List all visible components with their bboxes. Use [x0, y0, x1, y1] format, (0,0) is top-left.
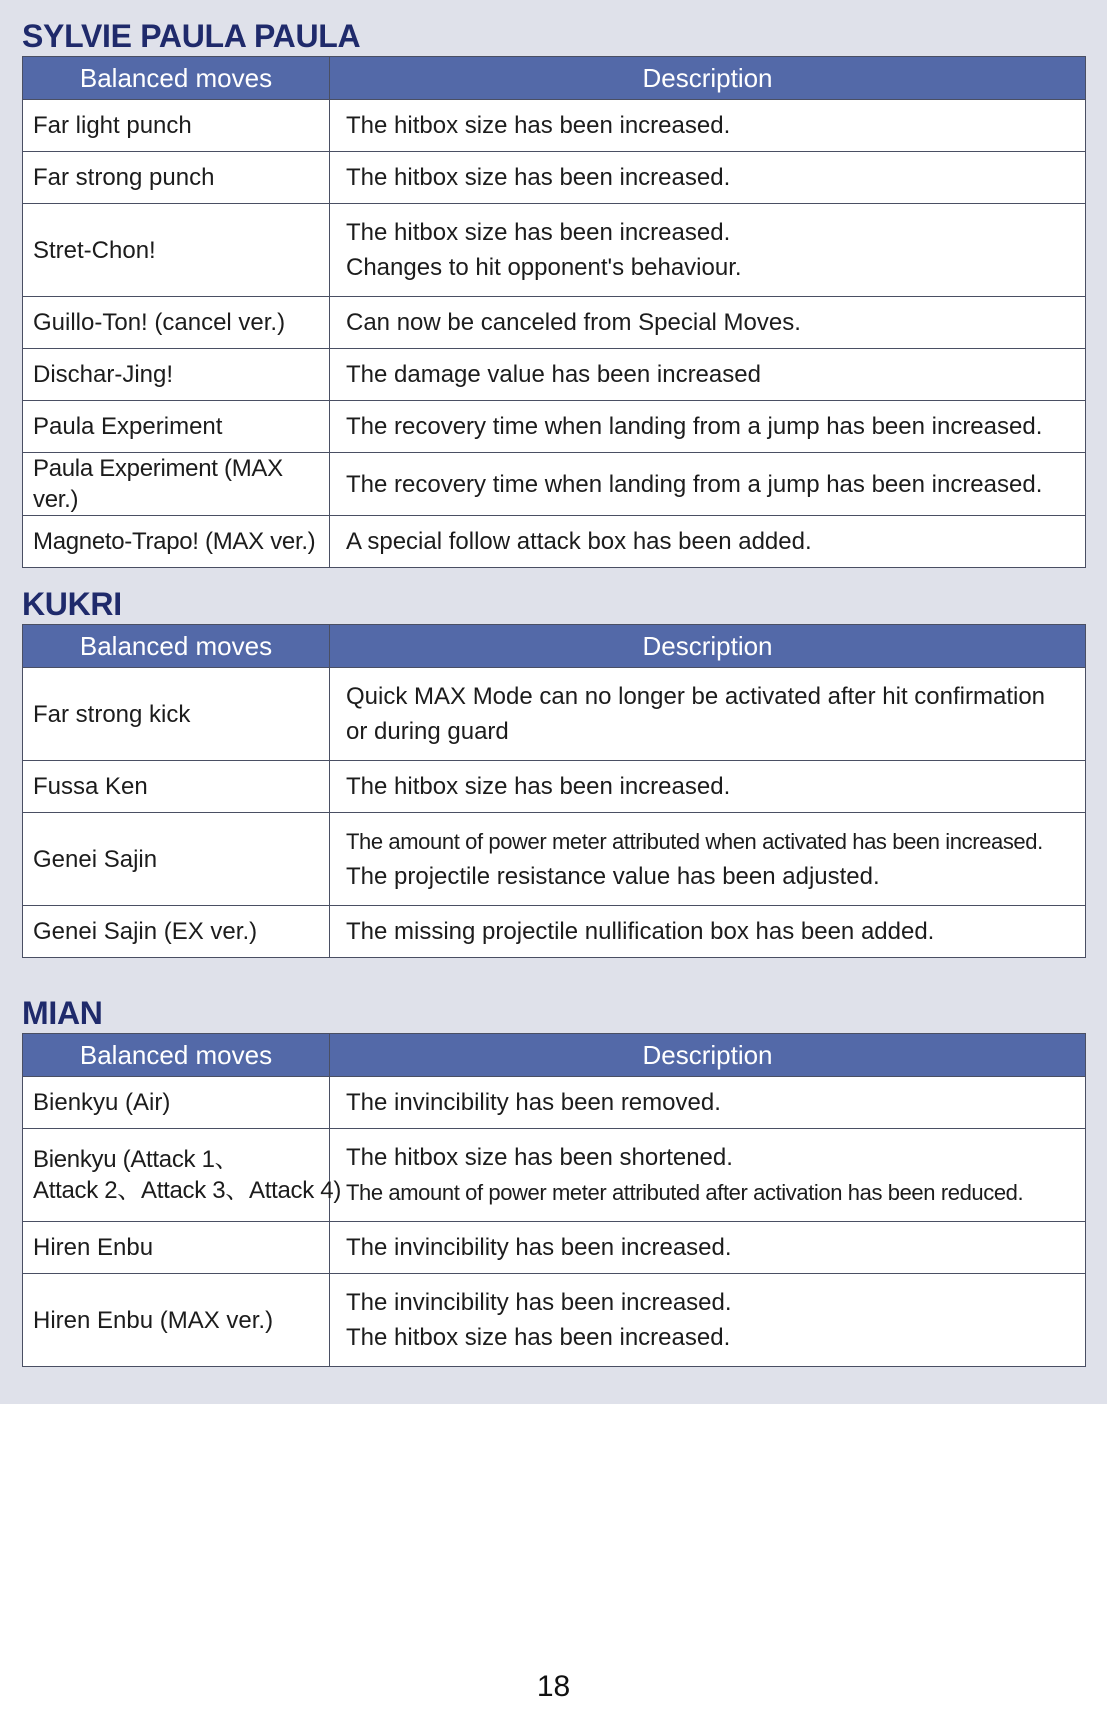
- move-description: [330, 297, 1086, 349]
- description-line: The invincibility has been increased.: [346, 1289, 732, 1316]
- move-name: Paula Experiment (MAX ver.): [23, 453, 330, 516]
- move-description: [330, 813, 1086, 906]
- description-line: The invincibility has been removed.: [346, 1089, 721, 1116]
- table-row: [23, 813, 1086, 906]
- move-description: [330, 1222, 1086, 1274]
- table-row: [23, 1274, 1086, 1367]
- table-row: [23, 516, 1086, 568]
- section-kukri: [22, 584, 1085, 958]
- description-line: The amount of power meter attributed after activation has been reduced.: [346, 1180, 1024, 1205]
- header-description: Description: [330, 57, 1086, 100]
- table-row: [23, 297, 1086, 349]
- table-row: [23, 100, 1086, 152]
- description-line: The recovery time when landing from a jump has been increased.: [346, 470, 1043, 498]
- description-line: or during guard: [346, 718, 509, 745]
- description-line: The hitbox size has been increased.: [346, 1324, 731, 1351]
- header-description: Description: [330, 625, 1086, 668]
- section-mian: [22, 993, 1085, 1367]
- section-title: KUKRI: [22, 586, 122, 622]
- move-description: [330, 761, 1086, 813]
- table-row: [23, 761, 1086, 813]
- move-description: [330, 100, 1086, 152]
- move-name: Hiren Enbu (MAX ver.): [23, 1274, 330, 1367]
- table-row: [23, 152, 1086, 204]
- move-name: Guillo-Ton! (cancel ver.): [23, 297, 330, 349]
- move-description: [330, 349, 1086, 401]
- header-balanced-moves: Balanced moves: [23, 1034, 330, 1077]
- table-row: [23, 906, 1086, 958]
- header-balanced-moves: Balanced moves: [23, 57, 330, 100]
- description-line: The amount of power meter attributed when activated has been increased.: [346, 829, 1043, 854]
- moves-table: [22, 1033, 1086, 1367]
- move-name: [23, 1129, 342, 1222]
- description-line: Can now be canceled from Special Moves.: [346, 309, 801, 336]
- moves-table: [22, 624, 1086, 958]
- page-number: 18: [536, 1670, 571, 1703]
- table-row: [23, 1077, 1086, 1129]
- move-description: [330, 204, 1086, 297]
- move-name-line: Attack 2、Attack 3、Attack 4): [33, 1177, 342, 1204]
- section-title: MIAN: [22, 995, 103, 1031]
- description-line: The invincibility has been increased.: [346, 1234, 732, 1261]
- move-name: Hiren Enbu: [23, 1222, 330, 1274]
- table-row: [23, 401, 1086, 453]
- move-name-line: Bienkyu (Attack 1、: [33, 1146, 239, 1173]
- table-row: [23, 1222, 1086, 1274]
- move-description: [330, 401, 1086, 453]
- move-name: Far strong punch: [23, 152, 330, 204]
- table-row: [23, 668, 1086, 761]
- description-line: A special follow attack box has been added.: [346, 528, 812, 555]
- move-name: Dischar-Jing!: [23, 349, 330, 401]
- move-name: Bienkyu (Air): [23, 1077, 330, 1129]
- move-description: [330, 906, 1086, 958]
- description-line: The missing projectile nullification box has been added.: [346, 918, 935, 945]
- table-header-row: [23, 57, 1086, 100]
- table-row: [23, 349, 1086, 401]
- move-description: [330, 1274, 1086, 1367]
- table-row: [23, 453, 1086, 516]
- move-name: Genei Sajin: [23, 813, 330, 906]
- description-line: The damage value has been increased: [346, 361, 761, 388]
- section-title: SYLVIE PAULA PAULA: [22, 18, 361, 54]
- move-description: [330, 668, 1086, 761]
- description-line: The hitbox size has been increased.: [346, 164, 731, 191]
- header-description: Description: [330, 1034, 1086, 1077]
- move-name: Magneto-Trapo! (MAX ver.): [23, 516, 330, 568]
- description-line: The hitbox size has been shortened.: [346, 1144, 733, 1171]
- move-name: Fussa Ken: [23, 761, 330, 813]
- header-balanced-moves: Balanced moves: [23, 625, 330, 668]
- move-name: Paula Experiment: [23, 401, 330, 453]
- move-description: [330, 1077, 1086, 1129]
- description-line: The hitbox size has been increased.: [346, 773, 731, 800]
- move-description: [330, 516, 1086, 568]
- description-line: Quick MAX Mode can no longer be activated after hit confirmation: [346, 683, 1046, 710]
- moves-table: [22, 56, 1086, 568]
- move-name: Far strong kick: [23, 668, 330, 761]
- move-description: [330, 1129, 1086, 1222]
- description-line: The hitbox size has been increased.: [346, 112, 731, 139]
- table-row: [23, 1129, 1086, 1222]
- move-description: [330, 453, 1086, 516]
- description-line: The projectile resistance value has been adjusted.: [346, 863, 880, 890]
- section-sylvie-paula-paula: [22, 16, 1085, 568]
- table-header-row: [23, 1034, 1086, 1077]
- move-name: Genei Sajin (EX ver.): [23, 906, 330, 958]
- description-line: The recovery time when landing from a jump has been increased.: [346, 413, 1043, 440]
- table-header-row: [23, 625, 1086, 668]
- description-line: Changes to hit opponent's behaviour.: [346, 254, 742, 281]
- move-name: Stret-Chon!: [23, 204, 330, 297]
- move-name: Far light punch: [23, 100, 330, 152]
- table-row: [23, 204, 1086, 297]
- move-description: [330, 152, 1086, 204]
- description-line: The hitbox size has been increased.: [346, 219, 731, 246]
